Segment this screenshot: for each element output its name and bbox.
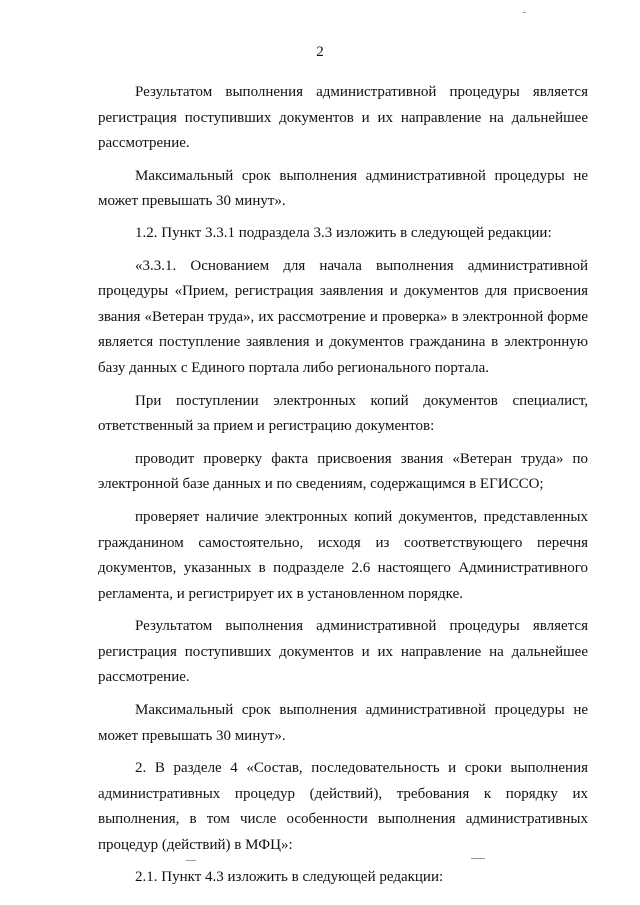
scan-artifact-left [186,860,196,861]
paragraph-specialist: При поступлении электронных копий документов специалист, ответственный за прием и регистрацию документов: [98,392,588,435]
page-number: 2 [316,44,324,60]
paragraph-3-3-1: «3.3.1. Основанием для начала выполнения административной процедуры «Прием, регистрация заявления и документов для присвоения звания «Ветеран труда», их рассмотрение и проверка» в электронной форме является поступление заявления и документов гражданина в электронную базу данных с Единого портала либо регионального портала. [98,257,588,376]
paragraph-item-2-1: 2.1. Пункт 4.3 изложить в следующей редакции: [135,868,444,885]
paragraph-result-1: Результатом выполнения административной процедуры является регистрация поступивших документов и их направление на дальнейшее рассмотрение. [98,84,588,152]
paragraph-deadline-1: Максимальный срок выполнения административной процедуры не может превышать 30 минут». [98,167,588,210]
document-body [98,80,588,890]
paragraph-section-4: 2. В разделе 4 «Состав, последовательность и сроки выполнения административных процедур (действий), требования к порядку их выполнения, в том числе особенности выполнения административных процедур (действий) в МФЦ»: [98,760,588,854]
paragraph-check-title: проводит проверку факта присвоения звания «Ветеран труда» по электронной базе данных и по сведениям, содержащимся в ЕГИССО; [98,450,588,493]
paragraph-result-2: Результатом выполнения административной процедуры является регистрация поступивших документов и их направление на дальнейшее рассмотрение. [98,618,588,686]
paragraph-check-copies: проверяет наличие электронных копий документов, представленных гражданином самостоятельно, исходя из соответствующего перечня документов, указанных в подразделе 2.6 настоящего Административного регламента, и регистрирует их в установленном порядке. [98,508,588,602]
scan-artifact-right [471,858,485,859]
paragraph-item-1-2: 1.2. Пункт 3.3.1 подраздела 3.3 изложить в следующей редакции: [135,224,552,241]
scan-artifact-top-right [523,12,526,13]
paragraph-deadline-2: Максимальный срок выполнения административной процедуры не может превышать 30 минут». [98,702,588,744]
